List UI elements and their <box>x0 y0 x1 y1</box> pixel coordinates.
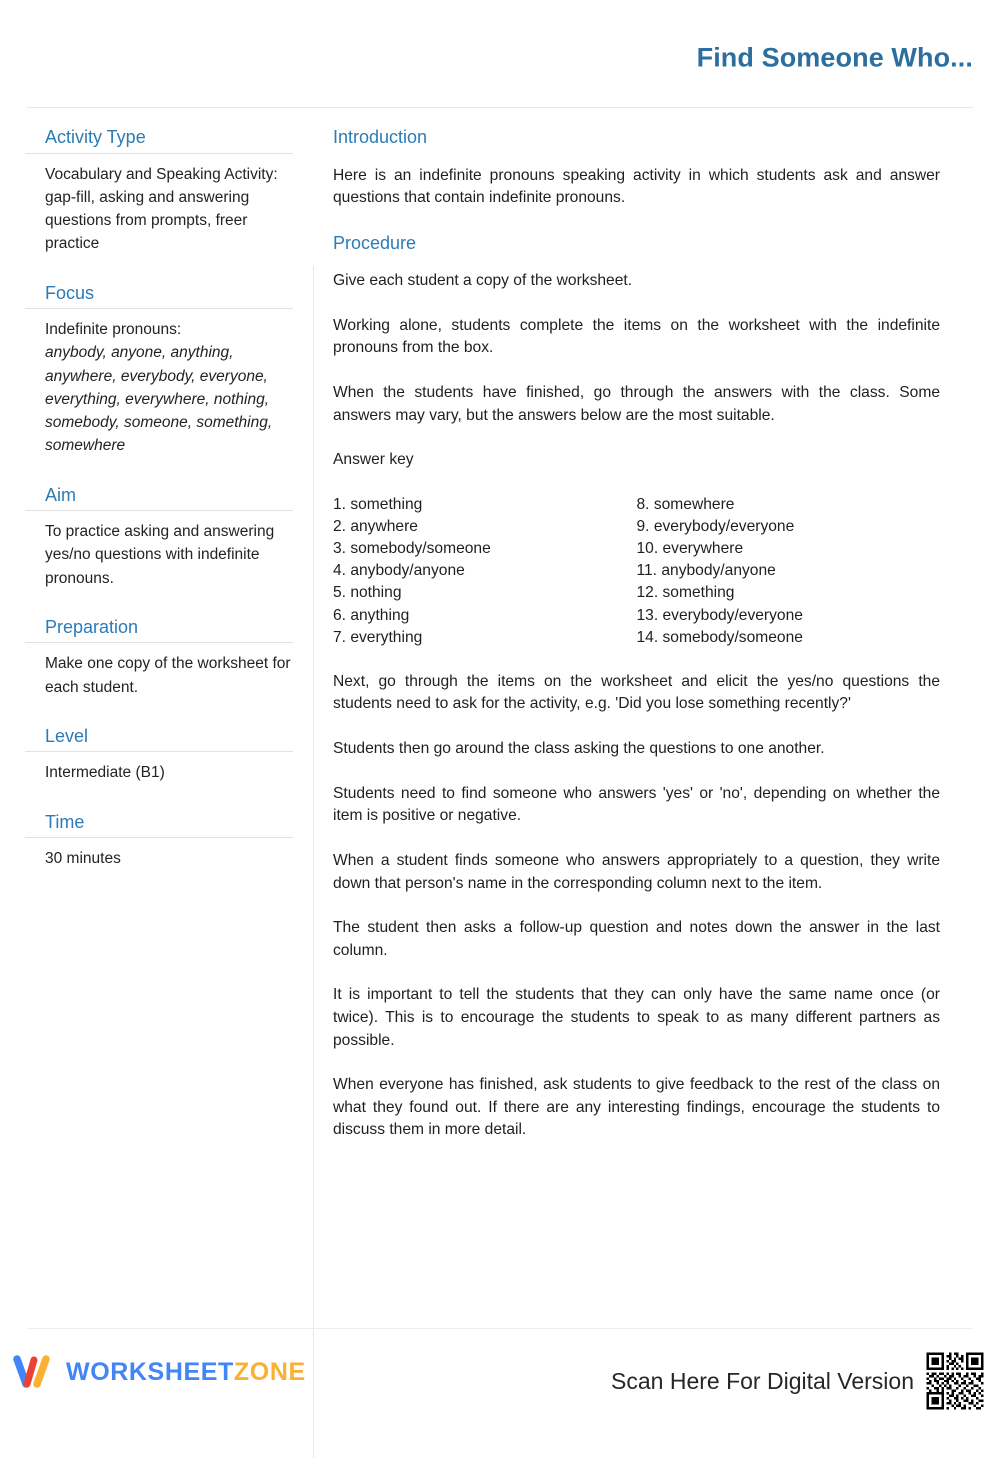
answer-key-item: 12. something <box>636 584 735 602</box>
paragraph-introduction: Here is an indefinite pronouns speaking activity in which students ask and answer questions that contain indefinite pronouns. <box>333 166 940 207</box>
heading-procedure: Procedure <box>333 232 417 253</box>
answer-key-item: 1. something <box>333 495 423 513</box>
sidebar-section-focus <box>25 282 295 458</box>
sidebar-section-rule <box>25 510 293 511</box>
sidebar-body-preparation: Make one copy of the worksheet for each student. <box>45 655 291 696</box>
sidebar-heading-level: Level <box>45 725 89 746</box>
answer-key-item: 13. everybody/everyone <box>636 606 803 624</box>
worksheet-zone-logo[interactable] <box>12 1354 306 1390</box>
logo-w-mark-icon <box>12 1354 58 1390</box>
focus-lead-text: Indefinite pronouns: <box>45 321 182 338</box>
answer-key-item: 14. somebody/someone <box>636 628 803 646</box>
sidebar-body-activity-type: Vocabulary and Speaking Activity: gap-fill, asking and answering questions from prompts, freer practice <box>45 165 278 253</box>
logo-text-zone: ZONE <box>233 1357 306 1386</box>
paragraph-procedure-2: Working alone, students complete the items on the worksheet with the indefinite pronouns from the box. <box>333 316 940 357</box>
answer-key-label: Answer key <box>333 451 414 469</box>
footer-divider <box>27 1328 973 1329</box>
sidebar-section-time <box>25 811 295 871</box>
sidebar-body-focus <box>45 318 293 458</box>
focus-pronoun-list: anybody, anyone, anything, anywhere, everybody, everyone, everything, everywhere, nothing, somebody, someone, something, somewhere <box>45 344 273 455</box>
sidebar-section-activity-type <box>25 126 295 256</box>
column-divider <box>313 266 314 1458</box>
sidebar-heading-preparation: Preparation <box>45 616 139 637</box>
sidebar-body-level: Intermediate (B1) <box>45 764 165 782</box>
page-footer <box>0 1328 1000 1414</box>
sidebar-section-level <box>25 725 295 785</box>
answer-key-item: 3. somebody/someone <box>333 540 491 558</box>
answer-key-item: 10. everywhere <box>636 540 744 558</box>
paragraph-procedure-3: When the students have finished, go through the answers with the class. Some answers may vary, but the answers below are the most suitable. <box>333 384 940 424</box>
heading-introduction: Introduction <box>333 127 428 147</box>
page-header <box>0 0 1000 110</box>
sidebar-section-rule <box>25 837 293 838</box>
page-title: Find Someone Who... <box>696 42 973 73</box>
answer-key-item: 2. anywhere <box>333 518 418 536</box>
sidebar-section-rule <box>25 308 293 309</box>
sidebar-section-rule <box>25 642 293 643</box>
answer-key-item: 11. anybody/anyone <box>636 562 776 580</box>
answer-key-item: 7. everything <box>333 628 423 646</box>
sidebar-section-aim <box>25 484 295 590</box>
answer-key-item: 6. anything <box>333 606 410 624</box>
paragraph-procedure-9: It is important to tell the students that they can only have the same name once (or twice). This is to encourage the students to speak to as many different partners as possible. <box>333 986 940 1049</box>
sidebar-heading-activity-type: Activity Type <box>45 127 146 147</box>
paragraph-procedure-7: When a student finds someone who answers appropriately to a question, they write down that person's name in the corresponding column next to the item. <box>333 851 940 892</box>
qr-code-icon[interactable] <box>924 1350 986 1412</box>
logo-wordmark <box>66 1358 306 1387</box>
sidebar-section-rule <box>25 751 293 752</box>
sidebar-body-aim: To practice asking and answering yes/no questions with indefinite pronouns. <box>45 523 275 587</box>
scan-here-label: Scan Here For Digital Version <box>611 1367 914 1394</box>
sidebar <box>25 126 295 896</box>
paragraph-procedure-5: Students then go around the class asking the questions to one another. <box>333 740 825 758</box>
answer-key-item: 8. somewhere <box>636 495 735 513</box>
answer-key-items-left <box>333 494 637 649</box>
sidebar-section-rule <box>25 153 293 154</box>
sidebar-heading-aim: Aim <box>45 484 76 505</box>
sidebar-heading-focus: Focus <box>45 282 95 303</box>
answer-key-item: 5. nothing <box>333 584 402 602</box>
paragraph-procedure-6: Students need to find someone who answers 'yes' or 'no', depending on whether the item is positive or negative. <box>333 784 940 825</box>
logo-text-worksheet: WORKSHEET <box>66 1357 234 1386</box>
sidebar-body-time: 30 minutes <box>45 850 121 867</box>
paragraph-procedure-4: Next, go through the items on the worksheet and elicit the yes/no questions the students need to ask for the activity, e.g. 'Did you lose something recently?' <box>333 672 940 713</box>
answer-key-column-left <box>333 494 637 649</box>
answer-key-list <box>333 494 940 649</box>
answer-key-column-right <box>637 494 941 649</box>
paragraph-procedure-10: When everyone has finished, ask students to give feedback to the rest of the class on what they found out. If there are any interesting findings, encourage the students to discuss them in more detail. <box>333 1076 940 1139</box>
answer-key-item: 4. anybody/anyone <box>333 562 465 580</box>
sidebar-section-preparation <box>25 616 295 699</box>
answer-key-item: 9. everybody/everyone <box>636 518 795 536</box>
paragraph-procedure-1: Give each student a copy of the worksheet. <box>333 272 633 290</box>
sidebar-heading-time: Time <box>45 811 85 832</box>
answer-key-items-right <box>637 494 941 649</box>
paragraph-procedure-8: The student then asks a follow-up question and notes down the answer in the last column. <box>333 919 940 959</box>
scan-digital-version[interactable] <box>611 1350 986 1412</box>
header-divider <box>27 107 973 108</box>
main-column <box>333 126 940 1164</box>
